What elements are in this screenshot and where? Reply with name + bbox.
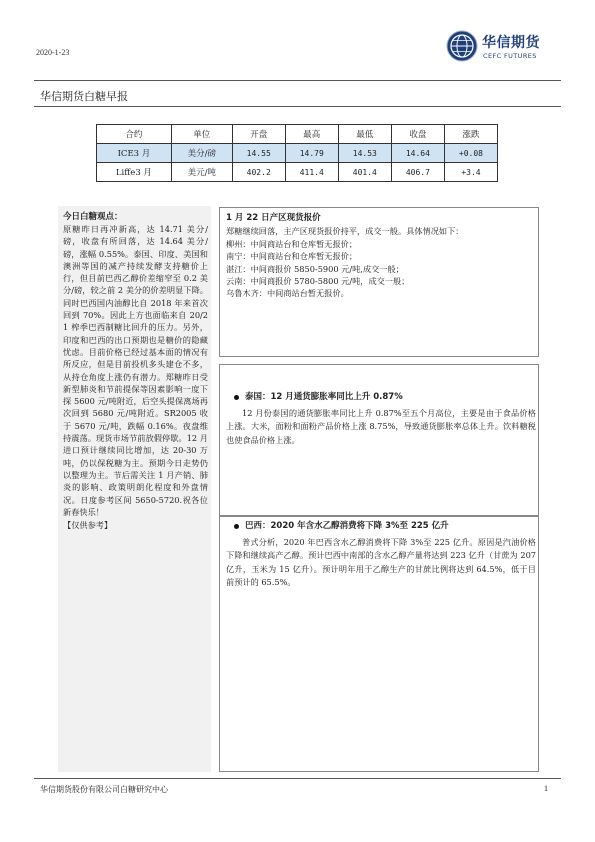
- spot-quote-section: [226, 212, 536, 300]
- news-body: 12 月份泰国的通货膨胀率同比上升 0.87%至五个月高位，主要是由于食品价格上涨。大米，面粉和面粉产品价格上涨 8.75%，导致通货膨胀率总体上升。饮料糖税也使食品价格上涨。: [226, 408, 536, 445]
- cell-unit: 美分/磅: [171, 144, 232, 163]
- spot-line-zhanjiang: 湛江：中间商报价 5850-5900 元/吨,成交一般；: [226, 263, 404, 274]
- logo-cn-text: 华信期货: [482, 35, 540, 51]
- footer-organization: 华信期货股份有限公司白糖研究中心: [40, 785, 168, 794]
- quote-table-header: [97, 125, 498, 144]
- news-item-thailand: [226, 391, 536, 447]
- news-title: 巴西：2020 年含水乙醇消费将下降 3%至 225 亿升: [245, 521, 449, 531]
- cell-change: +0.08: [444, 144, 497, 163]
- col-unit: 单位: [171, 125, 232, 144]
- news-title: 泰国：12 月通货膨胀率同比上升 0.87%: [245, 392, 403, 402]
- daily-view-body: 原糖昨日再冲新高，达 14.71 美分/磅，收盘有所回落，达 14.64 美分/磅，涨幅 0.55%。泰国、印度、美国和澳洲等国的减产持续发酵支持糖价上行，但目前巴西乙醇价差缩窄至 0.2 美分/磅，较之前 2 美分的价差明显下降。同时巴西国内油醇比自 2018 年来首次回到 70%。因此上方也面临来自 20/21 榨季巴西制糖比回升的压力。另外，印度和巴西的出口预期也是糖价的隐藏忧虑。目前价格已经过基本面的情况有所反应，但是目前投机多头建仓不多，从持仓角度上涨仍有潜力。郑糖昨日受新型肺炎和节前提保等因素影响一度下探 5600 元/吨附近，后空头提保离场再次回到 5680 元/吨附近。SR2005 收于 5670 元/吨，跌幅 0.16%。夜盘维持震荡。现货市场节前放假停歇。12 月进口预计继续同比增加，达 20-30 万吨，仍以保税糖为主。预期今日走势仍以整理为主。节后需关注 1 月产销、肺炎的影响、政策明朗化程度和外盘情况。日度参考区间 5650-5720.祝各位新春快乐！: [63, 224, 208, 517]
- col-close: 收盘: [391, 125, 444, 144]
- cell-high: 411.4: [285, 163, 338, 182]
- cell-close: 406.7: [391, 163, 444, 182]
- company-logo: [446, 28, 564, 70]
- col-high: 最高: [285, 125, 338, 144]
- globe-emblem-icon: [446, 30, 478, 62]
- table-row: [97, 144, 498, 163]
- cell-high: 14.79: [285, 144, 338, 163]
- table-row: [97, 163, 498, 182]
- report-title: 华信期货白糖早报: [40, 90, 128, 103]
- news-item-brazil: [226, 520, 536, 589]
- cell-contract: Liffe3 月: [97, 163, 172, 182]
- col-change: 涨跌: [444, 125, 497, 144]
- daily-view-panel: [58, 206, 211, 772]
- bullet-icon: [234, 395, 239, 400]
- quote-table: [96, 124, 498, 182]
- cell-low: 401.4: [338, 163, 391, 182]
- cell-unit: 美元/吨: [171, 163, 232, 182]
- cell-open: 14.55: [232, 144, 285, 163]
- news-headline: [226, 520, 536, 533]
- news-headline: [226, 391, 536, 404]
- cell-low: 14.53: [338, 144, 391, 163]
- page-number: 1: [544, 784, 548, 793]
- spot-quote-title: 1 月 22 日产区现货报价: [226, 213, 321, 223]
- col-open: 开盘: [232, 125, 285, 144]
- footer-rule: [34, 778, 561, 779]
- report-date: 2020-1-23: [36, 48, 70, 57]
- news-body: 普式分析，2020 年巴西含水乙醇消费将下降 3%至 225 亿升。原因是汽油价格下降和继续高产乙醇。预计巴西中南部的含水乙醇产量将达到 223 亿升（甘蔗为 207 亿升，玉米为 15 亿升）。预计明年用于乙醇生产的甘蔗比例将达到 64.5%，低于目前预计的 65.5%。: [226, 537, 536, 587]
- col-low: 最低: [338, 125, 391, 144]
- daily-view-title: 今日白糖观点：: [63, 212, 123, 222]
- disclaimer: 【仅供参考】: [63, 520, 113, 531]
- spot-line-yunnan: 云南：中间商报价 5780-5800 元/吨，成交一般；: [226, 276, 410, 287]
- cell-change: +3.4: [444, 163, 497, 182]
- spot-quote-intro: 郑糖继续回落，主产区现货报价持平，成交一般。具体情况如下：: [226, 226, 464, 237]
- cell-open: 402.2: [232, 163, 285, 182]
- bullet-icon: [234, 524, 239, 529]
- logo-en-text: CEFC FUTURES: [483, 52, 537, 60]
- header-rule: [34, 80, 561, 81]
- col-contract: 合约: [97, 125, 172, 144]
- spot-line-liuzhou: 柳州：中间商站台和仓库暂无报价；: [226, 238, 358, 249]
- cell-close: 14.64: [391, 144, 444, 163]
- title-rule: [34, 106, 561, 107]
- spot-line-nanning: 南宁：中间商站台和仓库暂无报价；: [226, 251, 358, 262]
- spot-line-urumqi: 乌鲁木齐：中间商站台暂无报价。: [226, 288, 349, 299]
- cell-contract: ICE3 月: [97, 144, 172, 163]
